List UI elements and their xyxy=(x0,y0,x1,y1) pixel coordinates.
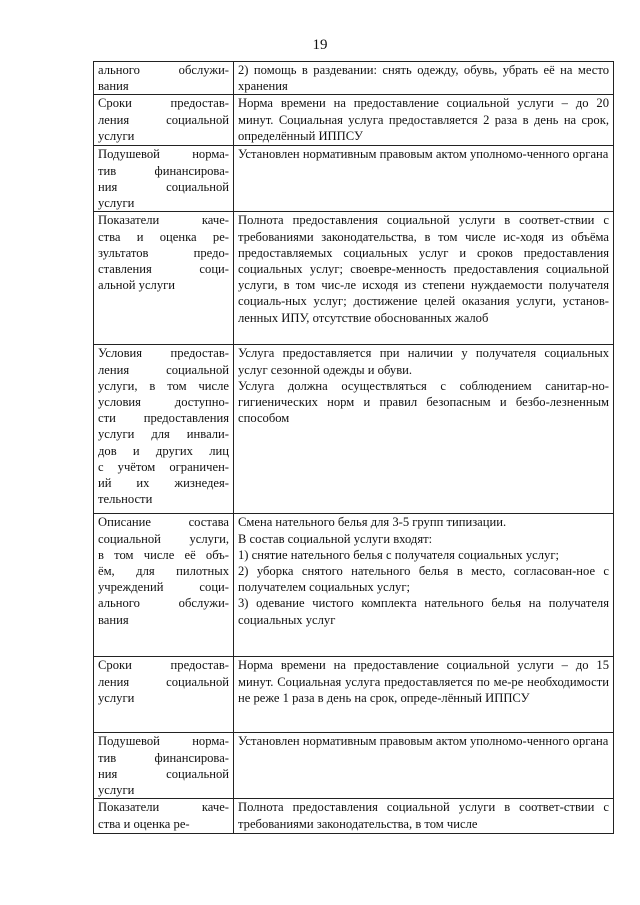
row-label-line: условия доступно- xyxy=(98,395,229,410)
table-row xyxy=(94,345,614,514)
row-label-line: ния социальной xyxy=(98,179,229,194)
row-label-line: ления социальной xyxy=(98,674,229,689)
row-content-cell xyxy=(234,95,614,146)
row-content-paragraph: Полнота предоставления социальной услуги в соответ-ствии с требованиями законодательства, в том числе ис-ходя из объёма предоставляемых социальных услуг и сроков предоставления социальных услуг; своевре-менность предоставления социальной услуги, в том чис-ле исходя из степени нуждаемости получателя социаль-ных услуг; достижение целей оказания услуги, установ-ленных ИПУ, отсутствие обоснованных жалоб xyxy=(238,213,609,325)
row-content-paragraph: 3) одевание чистого комплекта нательного белья на получателя социальных услуг xyxy=(238,596,609,627)
row-label-line: ния социальной xyxy=(98,766,229,781)
row-content-paragraph: Установлен нормативным правовым актом уполномо-ченного органа xyxy=(238,734,609,749)
row-content-cell xyxy=(234,146,614,212)
row-label-line: услуги xyxy=(98,196,135,211)
row-label-cell xyxy=(94,62,234,95)
page-number: 19 xyxy=(312,37,328,53)
row-label-line: дов и других лиц xyxy=(98,443,229,458)
row-content-paragraph: Полнота предоставления социальной услуги в соответ-ствии с требованиями законодательства, в том числе xyxy=(238,800,609,831)
row-label-line: учреждений соци- xyxy=(98,580,229,595)
row-label-line: ставления соци- xyxy=(98,262,229,277)
row-content-paragraph: 2) уборка снятого нательного белья в место, согласован-ное с получателем социальных услуг; xyxy=(238,564,609,595)
table-row xyxy=(94,146,614,212)
row-content-paragraph: Услуга должна осуществляться с соблюдением санитар-но-гигиенических норм и правил безопасным и безбо-лезненным способом xyxy=(238,378,609,426)
row-label-line: Подушевой норма- xyxy=(98,147,229,162)
row-label-line: ства и оценка ре- xyxy=(98,816,190,831)
table-row xyxy=(94,799,614,834)
row-label-line: ления социальной xyxy=(98,112,229,127)
service-table xyxy=(93,61,614,834)
row-content-cell xyxy=(234,514,614,657)
row-label-line: Подушевой норма- xyxy=(98,734,229,749)
row-label-cell xyxy=(94,514,234,657)
row-label-line: ального обслужи- xyxy=(98,596,229,611)
row-label-cell xyxy=(94,146,234,212)
row-label-line: Сроки предостав- xyxy=(98,658,229,673)
table-row xyxy=(94,733,614,799)
row-label-line: услуги xyxy=(98,690,135,705)
row-label-line: с учётом ограничен- xyxy=(98,459,229,474)
row-content-paragraph: В состав социальной услуги входят: xyxy=(238,531,433,546)
row-label-line: вания xyxy=(98,79,129,94)
row-label-cell xyxy=(94,733,234,799)
row-label-cell xyxy=(94,657,234,733)
table-row xyxy=(94,657,614,733)
row-label-cell xyxy=(94,345,234,514)
row-content-cell xyxy=(234,62,614,95)
row-label-line: вания xyxy=(98,612,129,627)
table-row xyxy=(94,62,614,95)
row-label-line: услуги xyxy=(98,783,135,798)
row-content-paragraph: Норма времени на предоставление социальной услуги – до 20 минут. Социальная услуга предоставляется 2 раза в день на срок, определённый ИППСУ xyxy=(238,96,609,143)
row-label-line: в том числе её объ- xyxy=(98,547,229,562)
row-label-line: услуги для инвали- xyxy=(98,427,229,442)
row-label-line: ём, для пилотных xyxy=(98,564,229,579)
row-label-cell xyxy=(94,212,234,345)
row-content-cell xyxy=(234,799,614,834)
row-label-line: социальной услуги, xyxy=(98,531,229,546)
row-label-line: ального обслужи- xyxy=(98,63,229,77)
row-content-cell xyxy=(234,212,614,345)
row-label-line: сти предоставления xyxy=(98,411,229,426)
row-content-paragraph: Смена нательного белья для 3-5 групп типизации. xyxy=(238,515,507,530)
row-label-line: тив финансирова- xyxy=(98,750,229,765)
row-label-line: альной услуги xyxy=(98,278,176,293)
row-label-line: услуги xyxy=(98,128,135,143)
row-content-cell xyxy=(234,345,614,514)
row-label-line: ий их жизнедея- xyxy=(98,476,229,491)
row-label-line: Показатели каче- xyxy=(98,800,229,815)
row-label-line: тив финансирова- xyxy=(98,163,229,178)
row-content-paragraph: 1) снятие нательного белья с получателя социальных услуг; xyxy=(238,547,559,562)
row-label-line: ления социальной xyxy=(98,362,229,377)
row-label-line: Описание состава xyxy=(98,515,229,530)
row-content-cell xyxy=(234,657,614,733)
row-content-paragraph: Установлен нормативным правовым актом уполномо-ченного органа xyxy=(238,147,609,162)
row-content-cell xyxy=(234,733,614,799)
row-label-line: Показатели каче- xyxy=(98,213,229,228)
row-label-cell xyxy=(94,95,234,146)
table-row xyxy=(94,514,614,657)
row-label-line: тельности xyxy=(98,492,153,507)
row-label-cell xyxy=(94,799,234,834)
row-label-line: услуги, в том числе xyxy=(98,378,229,393)
table-row xyxy=(94,212,614,345)
row-label-line: ства и оценка ре- xyxy=(98,229,229,244)
row-label-line: Условия предостав- xyxy=(98,346,229,361)
table-row xyxy=(94,95,614,146)
row-label-line: зультатов предо- xyxy=(98,245,229,260)
row-content-paragraph: 2) помощь в раздевании: снять одежду, обувь, убрать её на место хранения xyxy=(238,63,609,94)
row-content-paragraph: Норма времени на предоставление социальной услуги – до 15 минут. Социальная услуга предоставляется по ме-ре необходимости не реже 1 раза в день на срок, опреде-лённый ИППСУ xyxy=(238,658,609,705)
row-content-paragraph: Услуга предоставляется при наличии у получателя социальных услуг сезонной одежды и обуви. xyxy=(238,346,609,377)
row-label-line: Сроки предостав- xyxy=(98,96,229,111)
